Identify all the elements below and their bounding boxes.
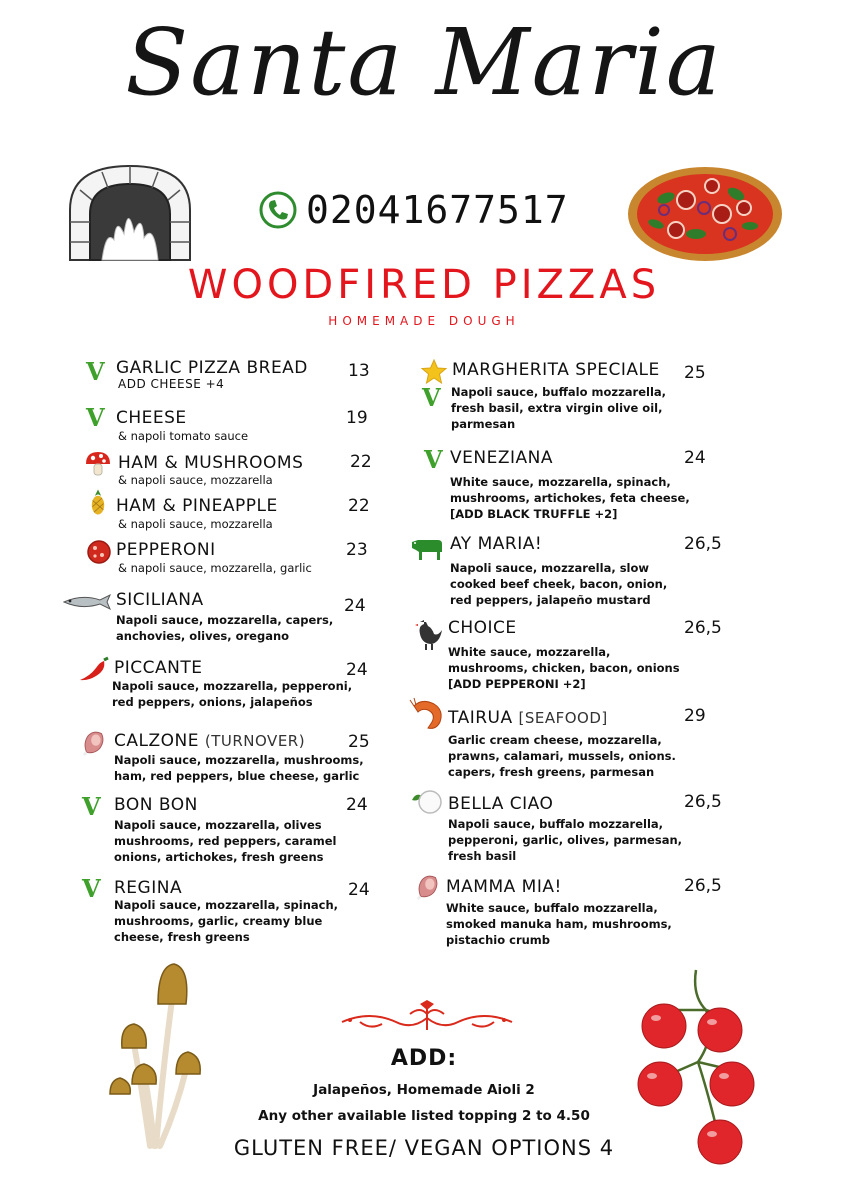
item-desc: Napoli sauce, buffalo mozzarella, bbox=[448, 817, 664, 831]
item-name-sub: [SEAFOOD] bbox=[518, 709, 608, 727]
item-desc: smoked manuka ham, mushrooms, bbox=[446, 917, 672, 931]
item-extra: ADD CHEESE +4 bbox=[118, 377, 225, 391]
vegetarian-icon: V bbox=[86, 357, 105, 386]
phone-digits: 02041677517 bbox=[306, 188, 569, 232]
item-name: BON BON bbox=[114, 795, 198, 815]
item-name: VENEZIANA bbox=[450, 448, 553, 468]
item-desc: [ADD PEPPERONI +2] bbox=[448, 677, 586, 691]
item-price: 24 bbox=[346, 795, 368, 815]
item-desc: Napoli sauce, mozzarella, olives bbox=[114, 818, 322, 832]
item-name: HAM & MUSHROOMS bbox=[118, 453, 304, 473]
item-name: PICCANTE bbox=[114, 658, 203, 678]
item-desc: cheese, fresh greens bbox=[114, 930, 250, 944]
item-price: 24 bbox=[684, 448, 706, 468]
item-name: MARGHERITA SPECIALE bbox=[452, 360, 660, 380]
menu-item bbox=[408, 696, 728, 780]
menu-item bbox=[408, 532, 728, 608]
item-desc: Napoli sauce, mozzarella, capers, bbox=[116, 613, 334, 627]
fish-icon bbox=[62, 592, 112, 612]
item-desc: mushrooms, red peppers, caramel bbox=[114, 834, 337, 848]
phone-icon bbox=[258, 190, 298, 230]
item-desc: fresh basil bbox=[448, 849, 517, 863]
item-price: 26,5 bbox=[684, 792, 722, 812]
menu-subtitle: HOMEMADE DOUGH bbox=[328, 314, 520, 328]
menu-item bbox=[418, 358, 718, 434]
pizza-oven-icon bbox=[62, 160, 198, 264]
item-desc: Napoli sauce, mozzarella, spinach, bbox=[114, 898, 339, 912]
item-desc: Napoli sauce, mozzarella, mushrooms, bbox=[114, 753, 364, 767]
item-desc: White sauce, mozzarella, spinach, bbox=[450, 475, 671, 489]
item-name: HAM & PINEAPPLE bbox=[116, 496, 278, 516]
item-price: 23 bbox=[346, 540, 368, 560]
item-desc: mushrooms, artichokes, feta cheese, bbox=[450, 491, 690, 505]
star-icon bbox=[420, 358, 448, 386]
vegetarian-icon: V bbox=[424, 445, 443, 474]
menu-item bbox=[84, 403, 384, 446]
menu-item bbox=[62, 590, 384, 643]
pepperoni-icon bbox=[84, 538, 112, 566]
item-desc: mushrooms, chicken, bacon, onions bbox=[448, 661, 680, 675]
item-desc: ham, red peppers, blue cheese, garlic bbox=[114, 769, 360, 783]
item-desc: pistachio crumb bbox=[446, 933, 551, 947]
item-desc: White sauce, mozzarella, bbox=[448, 645, 611, 659]
menu-item bbox=[414, 872, 728, 950]
cow-icon bbox=[408, 534, 446, 562]
item-name: SICILIANA bbox=[116, 590, 204, 610]
menu-item bbox=[84, 492, 384, 532]
item-price: 26,5 bbox=[684, 534, 722, 554]
item-name: CHOICE bbox=[448, 618, 517, 638]
item-desc: & napoli sauce, mozzarella bbox=[118, 517, 273, 531]
menu-item bbox=[80, 874, 384, 949]
item-desc: fresh basil, extra virgin olive oil, bbox=[451, 401, 663, 415]
item-name: MAMMA MIA! bbox=[446, 877, 562, 897]
flourish-ornament-icon bbox=[340, 1000, 514, 1038]
item-name-sub: (TURNOVER) bbox=[204, 732, 306, 750]
mozzarella-icon bbox=[410, 788, 446, 816]
menu-item bbox=[80, 728, 384, 782]
item-name: CALZONE (TURNOVER) bbox=[114, 731, 306, 751]
menu-item bbox=[84, 358, 384, 398]
item-name: CHEESE bbox=[116, 408, 187, 428]
item-price: 22 bbox=[348, 496, 370, 516]
item-desc: pepperoni, garlic, olives, parmesan, bbox=[448, 833, 683, 847]
item-desc: capers, fresh greens, parmesan bbox=[448, 765, 655, 779]
item-price: 26,5 bbox=[684, 618, 722, 638]
item-name: PEPPERONI bbox=[116, 540, 216, 560]
vegetarian-icon: V bbox=[86, 403, 105, 432]
item-desc: Napoli sauce, buffalo mozzarella, bbox=[451, 385, 667, 399]
gluten-free-note: GLUTEN FREE/ VEGAN OPTIONS 4 bbox=[233, 1136, 615, 1160]
item-name: REGINA bbox=[114, 878, 183, 898]
pineapple-icon bbox=[84, 488, 112, 516]
item-price: 19 bbox=[346, 408, 368, 428]
item-desc: anchovies, olives, oregano bbox=[116, 629, 290, 643]
pizza-icon bbox=[626, 164, 784, 264]
item-desc: red peppers, onions, jalapeños bbox=[112, 695, 313, 709]
item-desc: red peppers, jalapeño mustard bbox=[450, 593, 651, 607]
add-line: Jalapeños, Homemade Aioli 2 bbox=[313, 1082, 535, 1098]
item-desc: parmesan bbox=[451, 417, 516, 431]
item-price: 13 bbox=[348, 361, 370, 381]
item-name: BELLA CIAO bbox=[448, 794, 554, 814]
ham-icon bbox=[414, 872, 442, 900]
item-name: GARLIC PIZZA BREAD bbox=[116, 358, 308, 378]
item-price: 25 bbox=[348, 732, 370, 752]
add-title: ADD: bbox=[390, 1046, 458, 1071]
item-price: 29 bbox=[684, 706, 706, 726]
item-desc: cooked beef cheek, bacon, onion, bbox=[450, 577, 668, 591]
menu-title: WOODFIRED PIZZAS bbox=[187, 262, 661, 308]
item-desc: & napoli sauce, mozzarella bbox=[118, 473, 273, 487]
menu-item bbox=[418, 446, 718, 522]
ham-icon bbox=[80, 728, 108, 756]
vegetarian-icon: V bbox=[82, 874, 101, 903]
menu-item bbox=[410, 788, 728, 864]
item-desc: & napoli tomato sauce bbox=[118, 429, 249, 443]
item-name: AY MARIA! bbox=[450, 534, 543, 554]
item-desc: Garlic cream cheese, mozzarella, bbox=[448, 733, 662, 747]
chicken-icon bbox=[412, 616, 444, 652]
mushroom-icon bbox=[84, 450, 112, 478]
item-desc: Napoli sauce, mozzarella, slow bbox=[450, 561, 650, 575]
item-desc: & napoli sauce, mozzarella, garlic bbox=[118, 561, 312, 575]
item-price: 22 bbox=[350, 452, 372, 472]
prawn-icon bbox=[408, 696, 448, 734]
item-price: 24 bbox=[346, 660, 368, 680]
item-desc: [ADD BLACK TRUFFLE +2] bbox=[450, 507, 618, 521]
item-desc: onions, artichokes, fresh greens bbox=[114, 850, 324, 864]
menu-item bbox=[84, 450, 384, 490]
menu-item bbox=[78, 656, 384, 710]
chili-icon bbox=[78, 656, 110, 684]
phone-number[interactable] bbox=[258, 186, 569, 234]
item-price: 24 bbox=[348, 880, 370, 900]
brand-title: Santa Maria bbox=[125, 9, 723, 116]
menu-item bbox=[84, 538, 384, 578]
item-desc: Napoli sauce, mozzarella, pepperoni, bbox=[112, 679, 353, 693]
item-desc: mushrooms, garlic, creamy blue bbox=[114, 914, 323, 928]
item-desc: White sauce, buffalo mozzarella, bbox=[446, 901, 658, 915]
vegetarian-icon: V bbox=[82, 792, 101, 821]
menu-item bbox=[80, 793, 384, 865]
item-desc: prawns, calamari, mussels, onions. bbox=[448, 749, 676, 763]
item-name: TAIRUA [SEAFOOD] bbox=[448, 708, 608, 728]
menu-item bbox=[412, 616, 728, 692]
vegetarian-icon: V bbox=[422, 383, 441, 412]
item-price: 26,5 bbox=[684, 876, 722, 896]
item-price: 24 bbox=[344, 596, 366, 616]
item-price: 25 bbox=[684, 363, 706, 383]
add-line: Any other available listed topping 2 to 4.50 bbox=[258, 1108, 590, 1124]
